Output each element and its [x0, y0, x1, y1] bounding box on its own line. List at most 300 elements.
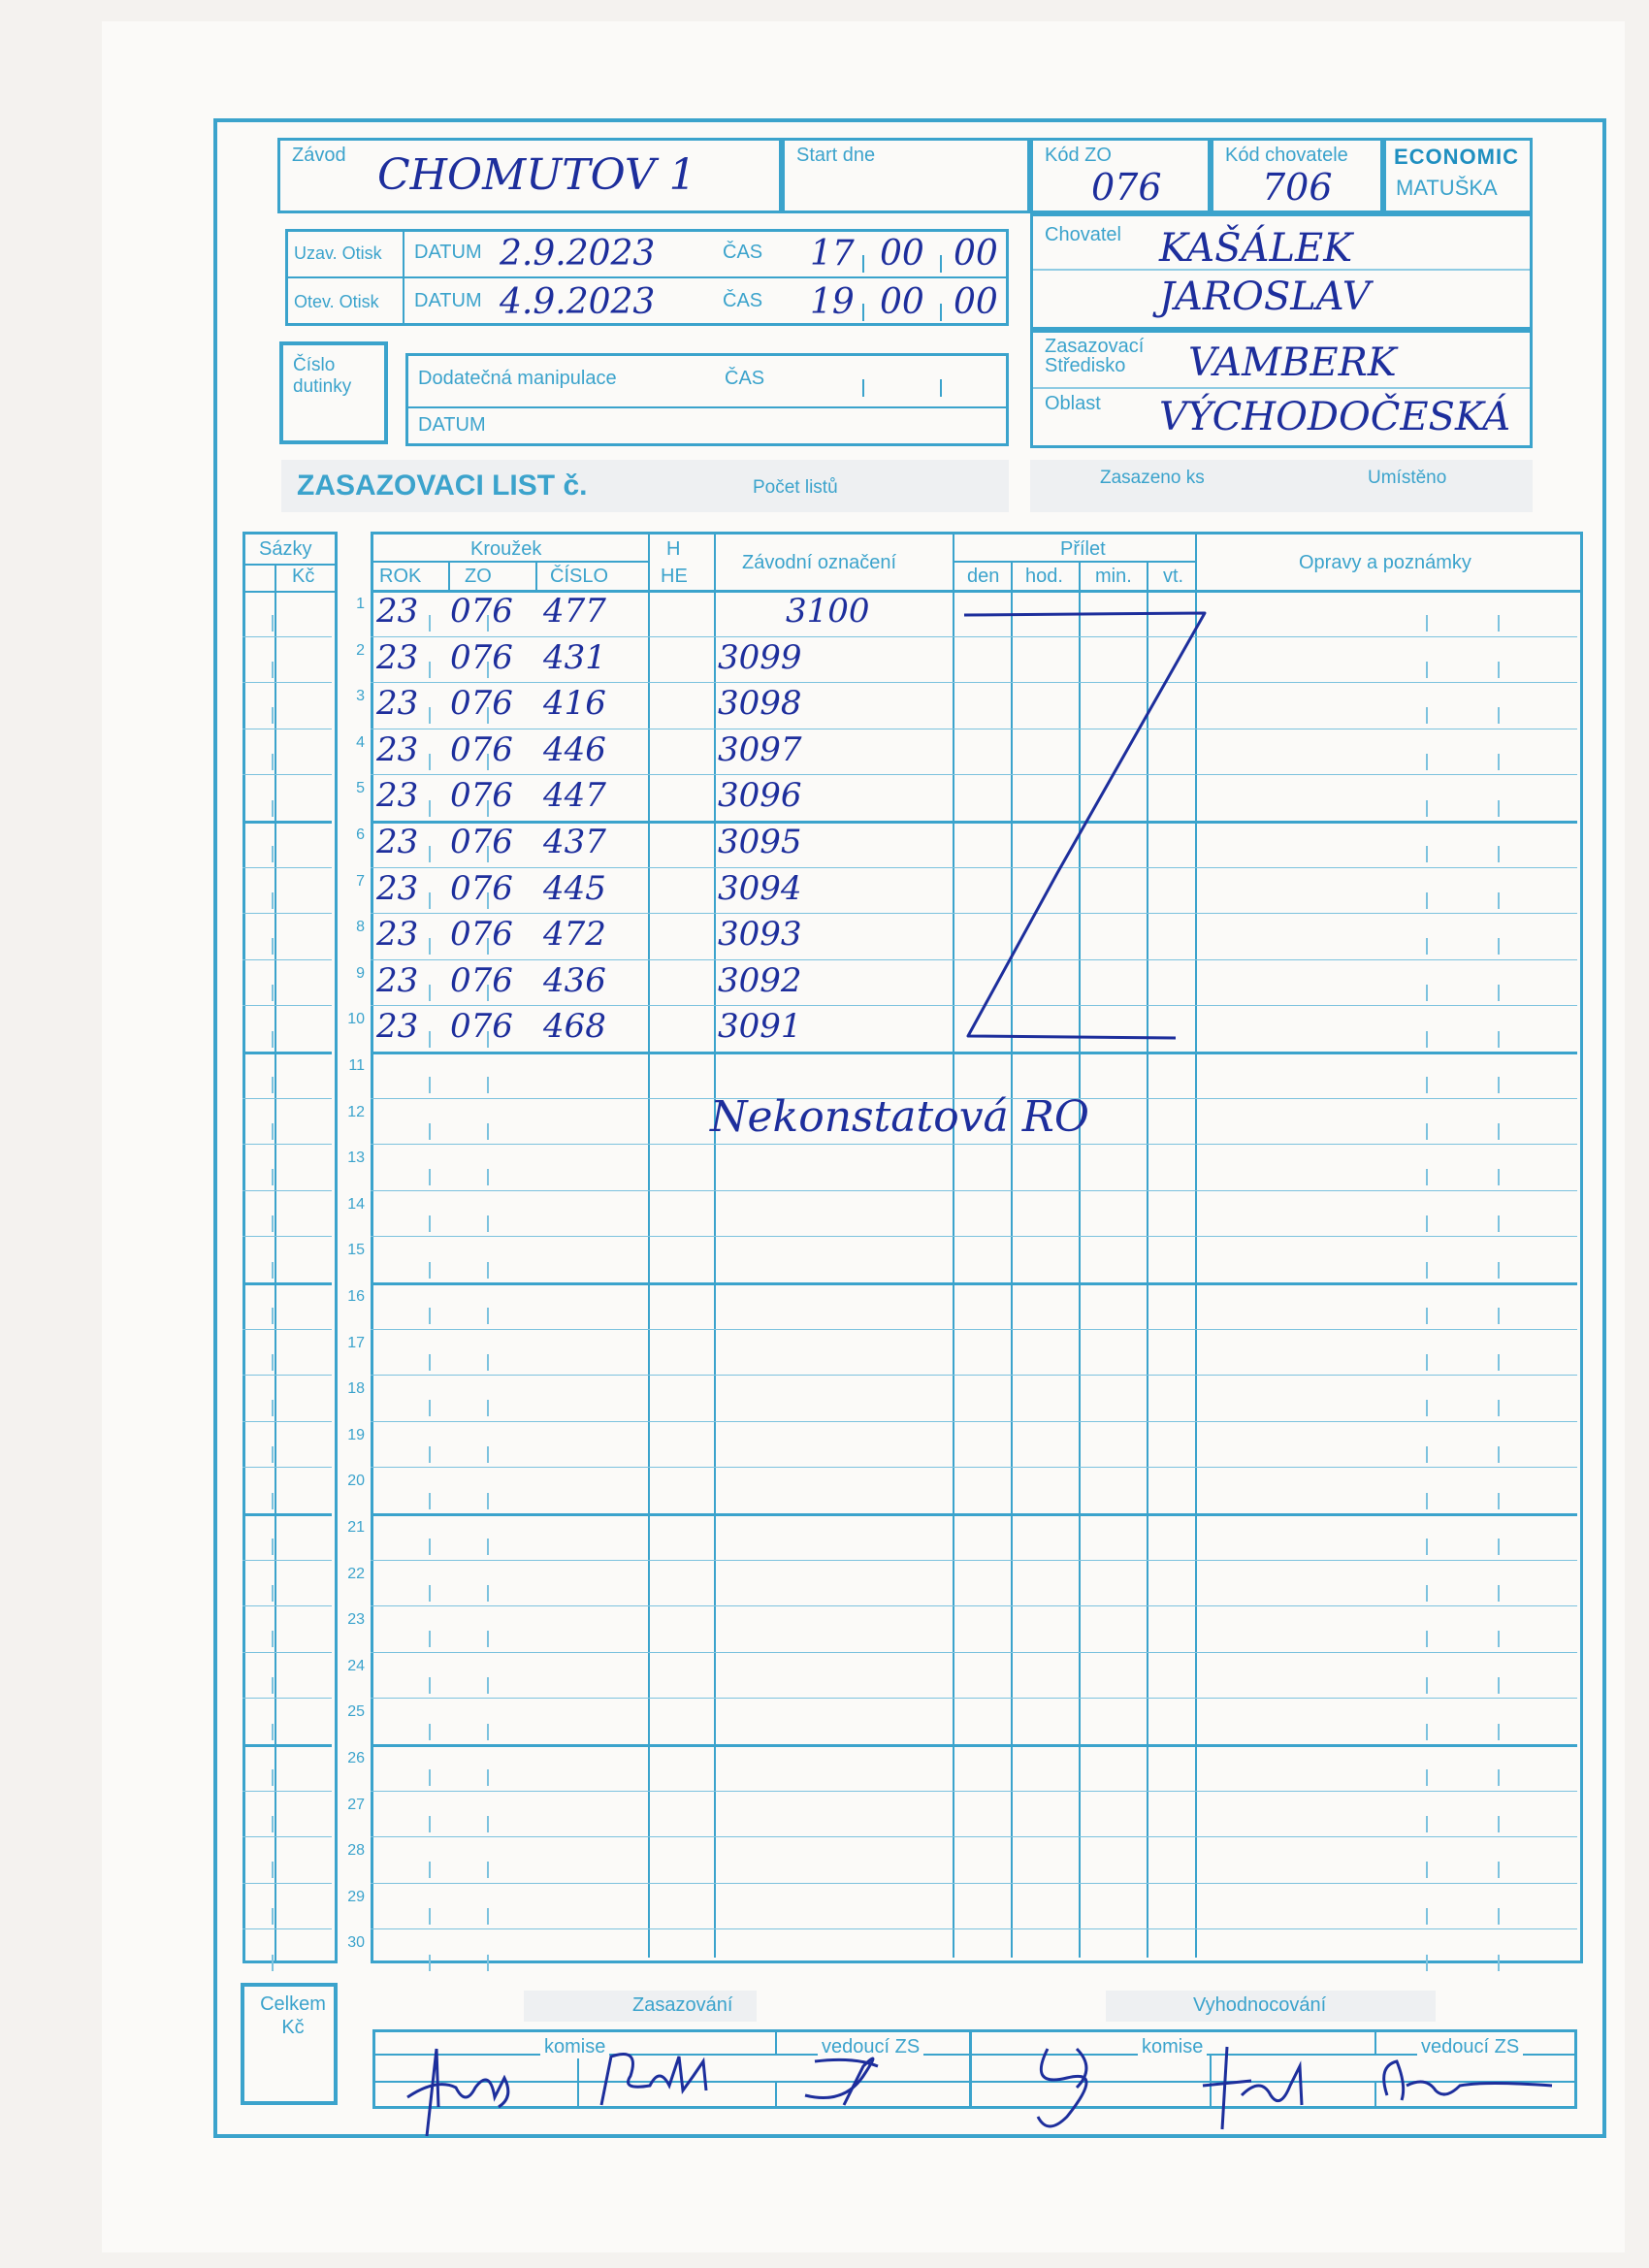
entry-oznaceni: 3094	[718, 869, 802, 908]
otev-datum-label: DATUM	[414, 290, 482, 311]
zo-tick	[487, 1631, 489, 1647]
rok-tick	[429, 800, 431, 817]
chovatel-jmeno: JAROSLAV	[1159, 275, 1371, 319]
rok-tick	[429, 1539, 431, 1555]
entry-cislo: 445	[543, 869, 606, 908]
sazky-row-line	[242, 1605, 332, 1606]
entry-zo: 076	[450, 776, 513, 815]
opravy-tick-2	[1498, 1769, 1500, 1786]
sazky-row-line	[242, 821, 332, 824]
opravy-tick-2	[1498, 1031, 1500, 1048]
rok-tick	[429, 1677, 431, 1694]
sazky-row-line	[242, 682, 332, 683]
sazky-row-line	[242, 1098, 332, 1099]
sazky-tick	[272, 1123, 274, 1140]
uzav-cas-vteriny: 00	[954, 234, 998, 274]
opravy-tick-2	[1498, 846, 1500, 862]
sazky-row-line	[242, 1421, 332, 1422]
zasazeno-ks-label: Zasazeno ks	[1100, 468, 1205, 488]
opravy-tick-2	[1498, 1354, 1500, 1371]
opravy-tick-2	[1498, 1493, 1500, 1509]
rok-tick	[429, 1908, 431, 1925]
rok-tick	[429, 1955, 431, 1971]
opravy-tick-2	[1498, 1955, 1500, 1971]
col-cislo-header-divider	[535, 561, 537, 590]
entry-zo: 076	[450, 869, 513, 908]
sazky-tick	[272, 938, 274, 955]
prilet-z-mark	[951, 601, 1212, 1048]
h-label: H	[666, 538, 681, 560]
umisteno-label: Umístěno	[1368, 468, 1447, 488]
rok-tick	[429, 1354, 431, 1371]
entry-oznaceni: 3099	[718, 638, 802, 677]
zavodni-oznaceni-label: Závodní označení	[742, 552, 896, 573]
entry-cislo: 436	[543, 961, 606, 1000]
row-line	[371, 1513, 1577, 1516]
rok-tick	[429, 1031, 431, 1048]
sazky-row-line	[242, 1005, 332, 1006]
sazky-row-line	[242, 913, 332, 914]
entry-rok: 23	[376, 915, 419, 954]
opravy-tick	[1426, 1955, 1428, 1971]
sazky-tick	[272, 892, 274, 909]
row-number: 3	[356, 688, 365, 704]
rok-tick	[429, 1769, 431, 1786]
rok-tick	[429, 1400, 431, 1416]
opravy-tick-2	[1498, 985, 1500, 1001]
zo-tick	[487, 1215, 489, 1232]
uzav-cas-label: ČAS	[723, 242, 763, 263]
row-number: 21	[347, 1519, 365, 1536]
row-number: 26	[347, 1750, 365, 1766]
oblast-value: VÝCHODOČESKÁ	[1159, 395, 1511, 439]
otev-cas-minuty: 00	[880, 282, 924, 322]
zasazeno-bar	[1030, 460, 1533, 512]
rok-tick	[429, 1169, 431, 1185]
rok-label: ROK	[379, 566, 422, 587]
cislo-dutinky-label: Číslo dutinky	[293, 355, 352, 397]
entry-zo: 076	[450, 823, 513, 861]
row-number: 11	[348, 1057, 365, 1074]
cislo-dutinky-box	[279, 341, 388, 444]
opravy-tick	[1426, 615, 1428, 632]
krouzek-label: Kroužek	[470, 538, 542, 560]
form-title: ZASAZOVACI LIST č.	[297, 470, 588, 502]
zo-tick	[487, 1169, 489, 1185]
sazky-row-line	[242, 1236, 332, 1237]
opravy-tick	[1426, 1724, 1428, 1740]
opravy-tick	[1426, 1908, 1428, 1925]
entry-zo: 076	[450, 1007, 513, 1046]
row-number: 23	[347, 1611, 365, 1628]
sazky-row-line	[242, 1144, 332, 1145]
opravy-tick-2	[1498, 1631, 1500, 1647]
pocet-listu-label: Počet listů	[753, 477, 838, 498]
entry-rok: 23	[376, 1007, 419, 1046]
row-number: 7	[356, 873, 365, 890]
entry-zo: 076	[450, 638, 513, 677]
rok-tick	[429, 1446, 431, 1463]
zasazovani-komise-label: komise	[540, 2036, 609, 2058]
den-label: den	[967, 566, 1000, 587]
prilet-header-divider	[953, 561, 1195, 563]
vyhodnocovani-bar	[1106, 1991, 1436, 2022]
zo-tick	[487, 1446, 489, 1463]
sazky-row-line	[242, 1791, 332, 1792]
row-line	[371, 1883, 1577, 1884]
entry-cislo: 437	[543, 823, 606, 861]
sazky-row-line	[242, 1329, 332, 1330]
sazky-tick	[272, 1631, 274, 1647]
row-line	[371, 1791, 1577, 1792]
kod-zo-box	[1030, 138, 1211, 213]
row-number: 28	[347, 1842, 365, 1859]
entry-rok: 23	[376, 638, 419, 677]
rok-tick	[429, 1123, 431, 1140]
entry-rok: 23	[376, 684, 419, 723]
sazky-tick	[272, 1031, 274, 1048]
sazky-tick	[272, 1215, 274, 1232]
sazky-row-line	[242, 1513, 332, 1516]
zo-tick	[487, 1585, 489, 1602]
zo-tick	[487, 1862, 489, 1878]
rok-tick	[429, 1585, 431, 1602]
zo-tick	[487, 1677, 489, 1694]
rok-tick	[429, 1493, 431, 1509]
opravy-tick	[1426, 1215, 1428, 1232]
uzav-otisk-label: Uzav. Otisk	[294, 243, 382, 263]
prilet-label: Přílet	[1060, 538, 1106, 560]
row-line	[371, 1236, 1577, 1237]
entry-zo: 076	[450, 915, 513, 954]
row-number: 25	[347, 1703, 365, 1720]
row-line	[371, 1329, 1577, 1330]
logo-text: ECONOMIC	[1394, 145, 1519, 169]
sazky-row-line	[242, 1375, 332, 1376]
opravy-tick-2	[1498, 1123, 1500, 1140]
sazky-tick	[272, 1677, 274, 1694]
zavod-label: Závod	[292, 145, 346, 166]
entry-cislo: 447	[543, 776, 606, 815]
vt-label: vt.	[1163, 566, 1184, 587]
sazky-row-line	[242, 1560, 332, 1561]
cislo-label: ČÍSLO	[550, 566, 609, 587]
opravy-tick	[1426, 1169, 1428, 1185]
sazky-tick	[272, 846, 274, 862]
entry-zo: 076	[450, 961, 513, 1000]
opravy-tick	[1426, 707, 1428, 724]
sazky-label: Sázky	[259, 538, 312, 560]
manipulace-datum-label: DATUM	[418, 414, 486, 436]
signature-komise-1	[398, 2029, 524, 2146]
row-line	[371, 1605, 1577, 1606]
opravy-tick-2	[1498, 1585, 1500, 1602]
sazky-tick	[272, 1908, 274, 1925]
sazky-tick	[272, 1354, 274, 1371]
entry-cislo: 468	[543, 1007, 606, 1046]
sazky-tick	[272, 1400, 274, 1416]
vyhodnocovani-komise-label: komise	[1138, 2036, 1207, 2058]
entry-oznaceni: 3098	[718, 684, 802, 723]
rok-tick	[429, 1862, 431, 1878]
row-number: 5	[356, 780, 365, 796]
row-number: 9	[356, 965, 365, 982]
sazky-tick	[272, 1077, 274, 1093]
table-note: Nekonstatová RO	[710, 1092, 1089, 1142]
row-line	[371, 1375, 1577, 1376]
kod-chovatele-box	[1211, 138, 1383, 213]
opravy-tick-2	[1498, 1724, 1500, 1740]
opravy-tick	[1426, 846, 1428, 862]
chovatel-prijmeni: KAŠÁLEK	[1159, 226, 1353, 271]
opravy-tick-2	[1498, 662, 1500, 678]
sazky-row-line	[242, 959, 332, 960]
zo-tick	[487, 1769, 489, 1786]
rok-tick	[429, 615, 431, 632]
sazky-tick	[272, 1862, 274, 1878]
opravy-tick	[1426, 1585, 1428, 1602]
rok-tick	[429, 985, 431, 1001]
sazky-tick	[272, 1493, 274, 1509]
row-number: 6	[356, 826, 365, 843]
zo-tick	[487, 1077, 489, 1093]
opravy-tick-2	[1498, 892, 1500, 909]
zo-tick	[487, 1123, 489, 1140]
opravy-tick-2	[1498, 1400, 1500, 1416]
otev-otisk-label: Otev. Otisk	[294, 292, 379, 311]
row-number: 18	[347, 1380, 365, 1397]
row-line	[371, 1560, 1577, 1561]
opravy-tick	[1426, 938, 1428, 955]
entry-oznaceni: 3092	[718, 961, 802, 1000]
row-line	[371, 1928, 1577, 1929]
entry-oznaceni: 3096	[718, 776, 802, 815]
opravy-tick	[1426, 1400, 1428, 1416]
hod-label: hod.	[1025, 566, 1063, 587]
uzav-cas-hodiny: 17	[810, 234, 855, 274]
entry-zo: 076	[450, 684, 513, 723]
row-number: 2	[356, 642, 365, 659]
entry-oznaceni: 3093	[718, 915, 802, 954]
rok-tick	[429, 1308, 431, 1324]
zo-tick	[487, 1308, 489, 1324]
sazky-row-line	[242, 1652, 332, 1653]
row-line	[371, 1698, 1577, 1699]
opravy-tick	[1426, 754, 1428, 770]
rok-tick	[429, 754, 431, 770]
entry-rok: 23	[376, 730, 419, 769]
opravy-tick-2	[1498, 1539, 1500, 1555]
sazky-row-line	[242, 1836, 332, 1837]
signature-vyhodnocovani-vedouci	[1368, 2047, 1562, 2115]
opravy-tick-2	[1498, 1446, 1500, 1463]
row-line	[371, 1744, 1577, 1747]
row-number: 15	[347, 1242, 365, 1258]
oblast-label: Oblast	[1045, 393, 1101, 414]
signature-vyhodnocovani-komise-2	[1183, 2037, 1329, 2134]
opravy-tick-2	[1498, 1677, 1500, 1694]
sazky-tick	[272, 1769, 274, 1786]
min-label: min.	[1095, 566, 1132, 587]
entry-rok: 23	[376, 961, 419, 1000]
rok-tick	[429, 938, 431, 955]
row-line	[371, 1144, 1577, 1145]
start-dne-label: Start dne	[796, 145, 876, 166]
sazky-row-line	[242, 1467, 332, 1468]
otev-cas-label: ČAS	[723, 290, 763, 311]
zasazovani-label: Zasazování	[632, 1994, 733, 2016]
stredisko-label: Zasazovací Středisko	[1045, 336, 1145, 376]
sazky-row-line	[242, 1190, 332, 1191]
row-number: 14	[347, 1196, 365, 1213]
signature-komise-2	[582, 2037, 728, 2115]
chovatel-label: Chovatel	[1045, 224, 1121, 245]
opravy-tick-2	[1498, 1908, 1500, 1925]
opravy-tick	[1426, 1631, 1428, 1647]
row-number: 8	[356, 919, 365, 935]
sazky-tick	[272, 615, 274, 632]
row-number: 4	[356, 734, 365, 751]
opravy-tick-2	[1498, 1169, 1500, 1185]
kod-chovatele-label: Kód chovatele	[1225, 145, 1348, 166]
opravy-tick-2	[1498, 938, 1500, 955]
opravy-tick	[1426, 1493, 1428, 1509]
row-number: 20	[347, 1473, 365, 1489]
row-number: 1	[356, 596, 365, 612]
row-line	[371, 1052, 1577, 1054]
entry-oznaceni: 3091	[718, 1007, 802, 1046]
zavod-box	[277, 138, 782, 213]
he-label: HE	[661, 566, 688, 587]
row-number: 10	[347, 1011, 365, 1027]
row-line	[371, 1836, 1577, 1837]
rok-tick	[429, 892, 431, 909]
opravy-tick	[1426, 1446, 1428, 1463]
entry-rok: 23	[376, 869, 419, 908]
sazky-tick	[272, 985, 274, 1001]
row-line	[371, 1467, 1577, 1468]
rok-tick	[429, 1724, 431, 1740]
kod-zo-value: 076	[1091, 166, 1162, 209]
rok-tick	[429, 846, 431, 862]
kod-zo-label: Kód ZO	[1045, 145, 1112, 166]
opravy-tick	[1426, 1816, 1428, 1832]
sazky-tick	[272, 1446, 274, 1463]
opravy-tick-2	[1498, 1816, 1500, 1832]
entry-oznaceni: 3100	[786, 592, 870, 631]
sazky-tick	[272, 800, 274, 817]
otev-cas-hodiny: 19	[810, 282, 855, 322]
chovatel-box	[1030, 213, 1533, 330]
otisk-box	[285, 229, 1009, 326]
sazky-tick	[272, 1724, 274, 1740]
stredisko-value: VAMBERK	[1188, 340, 1397, 385]
row-number: 22	[347, 1566, 365, 1582]
row-line	[371, 1190, 1577, 1191]
zasazovani-vedouci-label: vedoucí ZS	[818, 2036, 923, 2058]
krouzek-header-divider	[371, 561, 648, 563]
manipulace-label: Dodatečná manipulace	[418, 368, 617, 389]
sazky-tick	[272, 1585, 274, 1602]
sazky-column	[242, 532, 338, 1963]
row-number: 12	[347, 1104, 365, 1120]
rok-tick	[429, 1816, 431, 1832]
entry-oznaceni: 3095	[718, 823, 802, 861]
entry-cislo: 431	[543, 638, 606, 677]
uzav-cas-minuty: 00	[880, 234, 924, 274]
rok-tick	[429, 1215, 431, 1232]
entry-cislo: 446	[543, 730, 606, 769]
opravy-tick	[1426, 1354, 1428, 1371]
kod-chovatele-value: 706	[1262, 166, 1333, 209]
entry-zo: 076	[450, 730, 513, 769]
sazky-tick	[272, 1816, 274, 1832]
start-dne-box	[782, 138, 1030, 213]
rok-tick	[429, 1631, 431, 1647]
row-line	[371, 1282, 1577, 1285]
opravy-tick	[1426, 1308, 1428, 1324]
opravy-tick	[1426, 1262, 1428, 1279]
title-bar	[281, 460, 1009, 512]
col-zo-header-divider	[448, 561, 450, 590]
zo-tick	[487, 1400, 489, 1416]
signature-vyhodnocovani-komise-1	[1009, 2029, 1125, 2136]
zasazovani-bar	[524, 1991, 757, 2022]
zo-tick	[487, 1262, 489, 1279]
opravy-tick-2	[1498, 1077, 1500, 1093]
row-number: 29	[347, 1889, 365, 1905]
opravy-tick	[1426, 985, 1428, 1001]
uzav-datum-value: 2.9.2023	[500, 234, 656, 274]
rok-tick	[429, 1262, 431, 1279]
rok-tick	[429, 662, 431, 678]
rok-tick	[429, 707, 431, 724]
stredisko-box	[1030, 330, 1533, 448]
opravy-label: Opravy a poznámky	[1299, 552, 1471, 573]
sazky-tick	[272, 1539, 274, 1555]
zo-tick	[487, 1539, 489, 1555]
row-number: 24	[347, 1658, 365, 1674]
rok-tick	[429, 1077, 431, 1093]
opravy-tick	[1426, 1539, 1428, 1555]
entry-cislo: 472	[543, 915, 606, 954]
opravy-tick	[1426, 1677, 1428, 1694]
opravy-tick-2	[1498, 1862, 1500, 1878]
sazky-tick	[272, 707, 274, 724]
sazky-tick	[272, 1169, 274, 1185]
sazky-tick	[272, 662, 274, 678]
sazky-tick	[272, 1955, 274, 1971]
opravy-tick	[1426, 1077, 1428, 1093]
opravy-tick	[1426, 1862, 1428, 1878]
opravy-tick-2	[1498, 1262, 1500, 1279]
sazky-row-line	[242, 1744, 332, 1747]
vyhodnocovani-vedouci-label: vedoucí ZS	[1417, 2036, 1523, 2058]
entry-rok: 23	[376, 592, 419, 631]
sazky-row-line	[242, 867, 332, 868]
otev-datum-value: 4.9.2023	[500, 282, 656, 322]
opravy-tick-2	[1498, 615, 1500, 632]
zo-tick	[487, 1493, 489, 1509]
sazky-row-line	[242, 1052, 332, 1054]
uzav-datum-label: DATUM	[414, 242, 482, 263]
entry-cislo: 416	[543, 684, 606, 723]
otev-cas-vteriny: 00	[954, 282, 998, 322]
zo-tick	[487, 1816, 489, 1832]
sazky-row-line	[242, 1883, 332, 1884]
opravy-tick	[1426, 800, 1428, 817]
manipulace-cas-label: ČAS	[725, 368, 765, 389]
